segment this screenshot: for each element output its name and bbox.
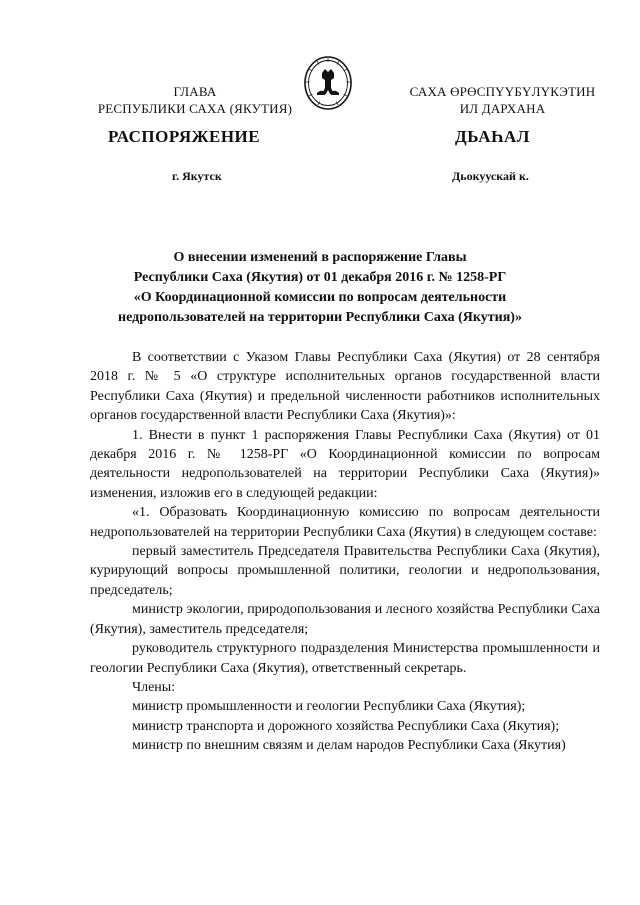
document-type-ru: РАСПОРЯЖЕНИЕ (108, 127, 261, 146)
document-title-line: О внесении изменений в распоряжение Главы (173, 250, 467, 265)
document-title-line: Республики Саха (Якутия) от 01 декабря 2016 г. № 1258-РГ (133, 270, 507, 285)
body-paragraph: В соответствии с Указом Главы Республики Саха (Якутия) от 28 сентября 2018 г. № 5 «О структуре исполнительных органов государственной власти Республики Саха (Якутия) и предельной численности работников исполнительных органов государственной власти Республики Саха (Якутия)»: (90, 350, 600, 424)
body-paragraph: 1. Внести в пункт 1 распоряжения Главы Республики Саха (Якутия) от 01 декабря 2016 г. № 1258-РГ «О Координационной комиссии по вопросам деятельности недропользователей на территории Республики Саха (Якутия)» изменения, изложив его в следующей редакции: (90, 427, 600, 501)
city-sah: Дьокуускай к. (452, 169, 529, 183)
document-title-line: недропользователей на территории Республики Саха (Якутия)» (118, 310, 522, 325)
header-left-line1: ГЛАВА (173, 84, 217, 99)
document-title (80, 248, 560, 328)
city-ru: г. Якутск (172, 169, 222, 183)
body-paragraph: руководитель структурного подразделения Министерства промышленности и геологии Республики Саха (Якутия), ответственный секретарь. (90, 641, 600, 676)
body-paragraph: Члены: (132, 679, 176, 695)
header-right (385, 83, 620, 117)
body-paragraph: министр по внешним связям и делам народов Республики Саха (Якутия) (132, 738, 566, 754)
document-title-line: «О Координационной комиссии по вопросам деятельности (133, 290, 507, 305)
header-left (70, 83, 320, 117)
body-paragraph: министр экологии, природопользования и лесного хозяйства Республики Саха (Якутия), заместитель председателя; (90, 602, 600, 637)
body-paragraph: первый заместитель Председателя Правительства Республики Саха (Якутия), курирующий вопросы промышленной политики, геологии и недропользования, председатель; (90, 544, 600, 598)
document-type-sah: ДЬАҺАЛ (455, 127, 530, 146)
header-left-line2: РЕСПУБЛИКИ САХА (ЯКУТИЯ) (97, 101, 293, 116)
body-paragraph: «1. Образовать Координационную комиссию по вопросам деятельности недропользователей на территории Республики Саха (Якутия) в следующем составе: (90, 505, 600, 540)
header-right-line1: САХА ӨРӨСПҮҮБҮЛҮКЭТИН (409, 84, 596, 99)
document-body (90, 348, 600, 756)
sakha-emblem-icon (303, 55, 353, 111)
body-paragraph: министр промышленности и геологии Республики Саха (Якутия); (132, 699, 526, 715)
body-paragraph: министр транспорта и дорожного хозяйства Республики Саха (Якутия); (132, 718, 560, 734)
header-right-line2: ИЛ ДАРХАНА (459, 101, 546, 116)
